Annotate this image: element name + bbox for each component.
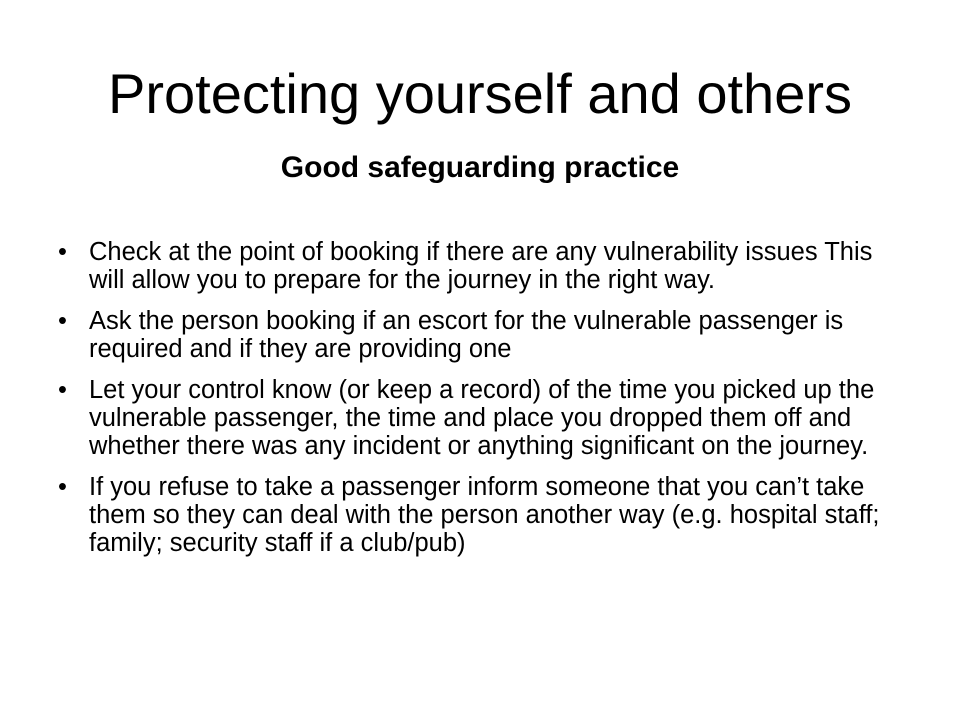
slide-subtitle: Good safeguarding practice [280,151,680,184]
bullet-item [56,473,896,557]
bullet-icon: • [58,307,67,335]
bullet-icon: • [58,473,67,501]
bullet-item [56,307,896,363]
bullet-icon: • [58,238,67,266]
bullet-icon: • [58,376,67,404]
bullet-item [56,238,896,294]
slide-title: Protecting yourself and others [108,62,852,125]
bullet-list [56,238,896,570]
bullet-text: Check at the point of booking if there are any vulnerability issues This will allow you to prepare for the journey in the right way. [89,238,873,294]
bullet-text: Ask the person booking if an escort for the vulnerable passenger is required and if they are providing one [89,307,844,363]
bullet-text: If you refuse to take a passenger inform someone that you can’t take them so they can deal with the person another way (e.g. hospital staff; family; security staff if a club/pub) [89,473,880,557]
bullet-item [56,376,896,460]
bullet-text: Let your control know (or keep a record) of the time you picked up the vulnerable passenger, the time and place you dropped them off and whether there was any incident or anything significant on the journey. [89,376,875,460]
